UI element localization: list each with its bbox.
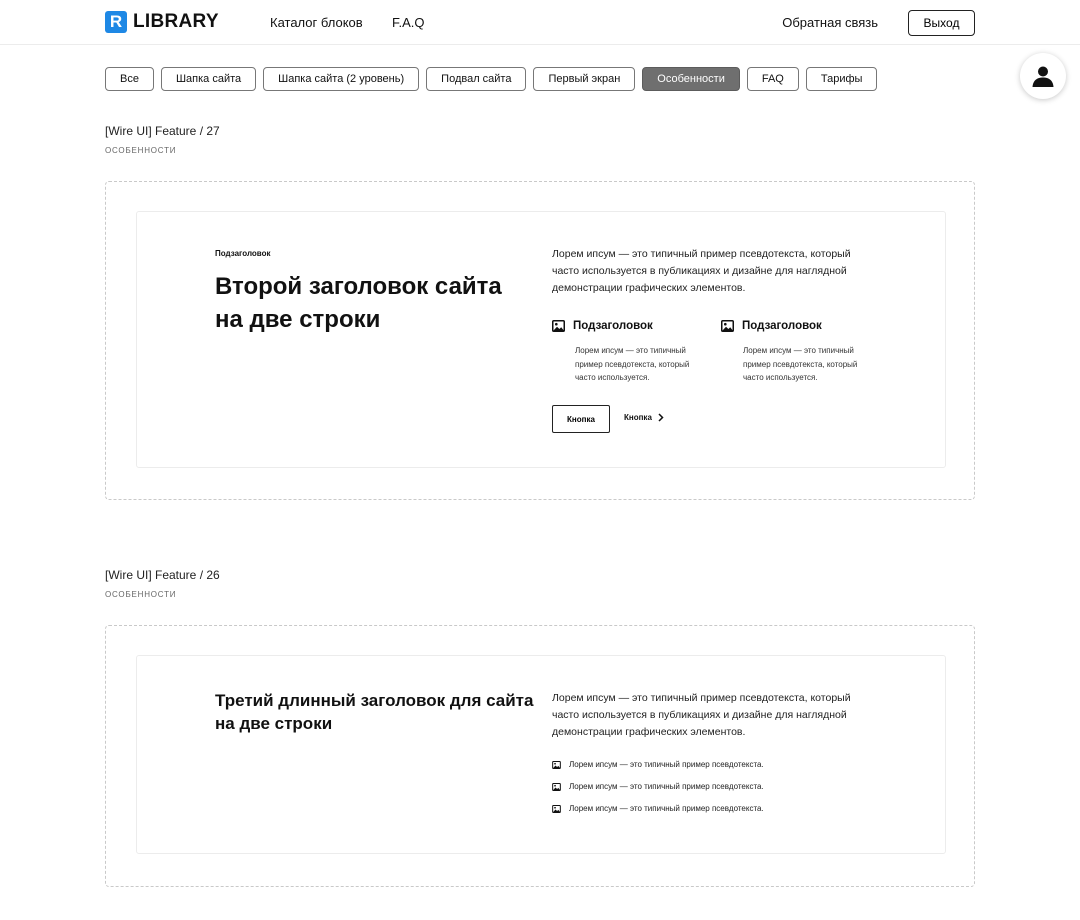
top-header (0, 0, 1080, 45)
feature-title-text: Подзаголовок (573, 320, 653, 332)
intro-line: демонстрации графических элементов. (552, 726, 746, 738)
feature-title (721, 320, 822, 332)
list-item-text: Лорем ипсум — это типичный пример псевдотекста. (569, 782, 764, 791)
filter-footer[interactable]: Подвал сайта (426, 67, 526, 91)
card-link-label: Кнопка (624, 413, 652, 422)
card-heading-line: на две строки (215, 306, 381, 333)
chevron-right-icon (658, 413, 664, 422)
intro-line: Лорем ипсум — это типичный пример псевдотекста, который (552, 692, 851, 704)
feature-text-line: часто используется. (575, 373, 650, 382)
filter-features[interactable]: Особенности (642, 67, 740, 91)
image-icon (552, 805, 561, 813)
intro-line: часто используется в публикациях и дизайне для наглядной (552, 709, 847, 721)
card-heading-line: Третий длинный заголовок для сайта (215, 691, 534, 710)
category-filters (105, 67, 877, 91)
filter-pricing[interactable]: Тарифы (806, 67, 878, 91)
filter-header-level2[interactable]: Шапка сайта (2 уровень) (263, 67, 419, 91)
list-item-text: Лорем ипсум — это типичный пример псевдотекста. (569, 804, 764, 813)
card-heading-line: на две строки (215, 714, 333, 733)
block-title[interactable]: [Wire UI] Feature / 27 (105, 124, 220, 138)
list-item (552, 760, 764, 769)
logout-button[interactable]: Выход (908, 10, 975, 36)
feedback-link[interactable]: Обратная связь (782, 15, 878, 30)
logo-text: LIBRARY (133, 11, 219, 32)
block-category: ОСОБЕННОСТИ (105, 146, 177, 155)
block-category: ОСОБЕННОСТИ (105, 590, 177, 599)
card-intro (552, 690, 851, 741)
image-icon (721, 320, 734, 332)
card-heading-line: Второй заголовок сайта (215, 273, 502, 300)
block-preview-frame (105, 625, 975, 887)
feature-text-line: Лорем ипсум — это типичный (575, 346, 686, 355)
feature-title (552, 320, 653, 332)
block-title[interactable]: [Wire UI] Feature / 26 (105, 568, 220, 582)
feature-text (743, 344, 878, 385)
feature-text-line: пример псевдотекста, который (743, 359, 858, 369)
intro-line: демонстрации графических элементов. (552, 282, 746, 294)
image-icon (552, 320, 565, 332)
card-heading (215, 270, 502, 336)
logo-mark: R (105, 11, 127, 33)
list-item (552, 782, 764, 791)
feature-card (136, 655, 946, 854)
card-primary-button[interactable]: Кнопка (552, 405, 610, 433)
filter-all[interactable]: Все (105, 67, 154, 91)
intro-line: Лорем ипсум — это типичный пример псевдотекста, который (552, 248, 851, 260)
image-icon (552, 783, 561, 791)
card-kicker: Подзаголовок (215, 249, 271, 258)
filter-hero[interactable]: Первый экран (533, 67, 635, 91)
filter-header[interactable]: Шапка сайта (161, 67, 256, 91)
feature-text-line: часто используется. (743, 373, 818, 382)
intro-line: часто используется в публикациях и дизайне для наглядной (552, 265, 847, 277)
logo[interactable] (105, 11, 219, 33)
block-preview-frame (105, 181, 975, 500)
list-item-text: Лорем ипсум — это типичный пример псевдотекста. (569, 760, 764, 769)
nav-catalog-link[interactable]: Каталог блоков (270, 15, 363, 30)
list-item (552, 804, 764, 813)
card-link-button[interactable] (624, 413, 664, 422)
user-icon (1031, 64, 1055, 88)
feature-card (136, 211, 946, 468)
filter-faq[interactable]: FAQ (747, 67, 799, 91)
card-heading (215, 689, 533, 735)
card-intro (552, 246, 851, 297)
user-avatar-button[interactable] (1020, 53, 1066, 99)
image-icon (552, 761, 561, 769)
feature-title-text: Подзаголовок (742, 320, 822, 332)
nav-faq-link[interactable]: F.A.Q (392, 15, 425, 30)
feature-text-line: Лорем ипсум — это типичный (743, 346, 854, 355)
feature-text-line: пример псевдотекста, который (575, 359, 690, 369)
feature-text (575, 344, 710, 385)
